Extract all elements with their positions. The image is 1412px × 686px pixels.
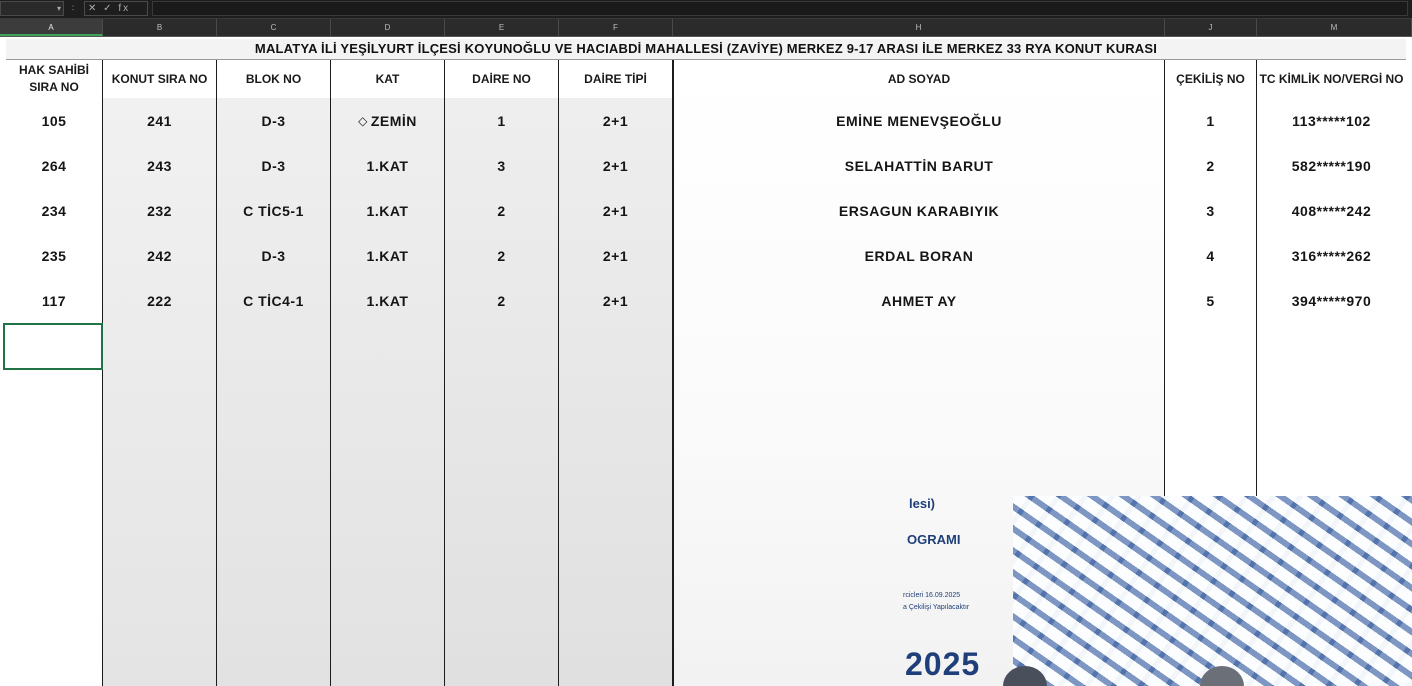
column-kat: [331, 60, 445, 686]
cell-tc[interactable]: 316*****262: [1291, 247, 1372, 264]
overlay-text-4: a Çekilişi Yapılacaktır: [903, 604, 970, 611]
header-daire-no: DAİRE NO: [445, 60, 558, 98]
cell-cekilis[interactable]: 2: [1206, 157, 1215, 174]
cell-daire-tipi[interactable]: 2+1: [602, 157, 629, 174]
cell-cekilis[interactable]: 3: [1206, 202, 1215, 219]
cell-tc[interactable]: 394*****970: [1291, 292, 1372, 309]
cell-konut-sira[interactable]: 232: [147, 202, 172, 219]
column-header-c[interactable]: C: [217, 19, 331, 36]
column-daire-tipi: [559, 60, 673, 686]
column-daire-no: [445, 60, 559, 686]
cell-blok[interactable]: D-3: [261, 247, 286, 264]
formula-tools[interactable]: ✕ ✓ fx: [84, 1, 148, 16]
overlay-text-3: rcicleri 16.09.2025: [903, 592, 961, 599]
overlay-text-2: OGRAMI: [907, 532, 961, 547]
cell-tc[interactable]: 408*****242: [1291, 202, 1372, 219]
column-header-j[interactable]: J: [1165, 19, 1257, 36]
cell-konut-sira[interactable]: 241: [147, 112, 172, 129]
cell-blok[interactable]: D-3: [261, 112, 286, 129]
cell-hak-sahibi[interactable]: 105: [41, 112, 67, 129]
formula-bar: [0, 0, 1412, 19]
cell-daire-tipi[interactable]: 2+1: [602, 292, 629, 309]
column-konut-sira: [103, 60, 217, 686]
cell-ad-soyad[interactable]: SELAHATTİN BARUT: [844, 157, 994, 174]
cell-cekilis[interactable]: 4: [1206, 247, 1215, 264]
column-header-m[interactable]: M: [1257, 19, 1412, 36]
header-cekilis: ÇEKİLİŞ NO: [1165, 60, 1256, 98]
cell-konut-sira[interactable]: 242: [147, 247, 172, 264]
cell-cekilis[interactable]: 5: [1206, 292, 1215, 309]
cell-hak-sahibi[interactable]: 234: [41, 202, 67, 219]
cell-tc[interactable]: 113*****102: [1292, 112, 1371, 129]
cell-tc[interactable]: 582*****190: [1291, 157, 1372, 174]
header-blok: BLOK NO: [217, 60, 330, 98]
cell-daire-tipi[interactable]: 2+1: [602, 247, 629, 264]
cell-blok[interactable]: D-3: [261, 157, 286, 174]
cell-kat-value: ZEMİN: [370, 112, 417, 129]
cell-kat[interactable]: [331, 98, 444, 143]
column-header-b[interactable]: B: [103, 19, 217, 36]
cell-blok[interactable]: C TİC4-1: [243, 292, 304, 309]
cell-ad-soyad[interactable]: ERSAGUN KARABIYIK: [838, 202, 1000, 219]
cell-ad-soyad[interactable]: ERDAL BORAN: [864, 247, 974, 264]
cell-kat[interactable]: 1.KAT: [366, 202, 409, 219]
video-overlay: [895, 496, 1412, 686]
column-header-h[interactable]: H: [673, 19, 1165, 36]
column-blok: [217, 60, 331, 686]
cell-kat[interactable]: 1.KAT: [366, 157, 409, 174]
column-header-row: [0, 19, 1412, 37]
cell-cekilis[interactable]: 1: [1206, 112, 1215, 129]
selected-cell[interactable]: [3, 323, 103, 370]
overlay-year: 2025: [905, 646, 981, 682]
header-konut-sira: KONUT SIRA NO: [103, 60, 216, 98]
city-map-image: [1013, 496, 1412, 686]
cell-kat[interactable]: 1.KAT: [366, 292, 409, 309]
header-ad-soyad: AD SOYAD: [674, 60, 1164, 98]
cell-daire-tipi[interactable]: 2+1: [602, 202, 629, 219]
cell-daire-no[interactable]: 2: [497, 247, 506, 264]
cell-konut-sira[interactable]: 222: [147, 292, 172, 309]
cell-konut-sira[interactable]: 243: [147, 157, 172, 174]
overlay-text-1: lesi): [909, 496, 936, 511]
sheet-title: MALATYA İLİ YEŞİLYURT İLÇESİ KOYUNOĞLU VE HACIABDİ MAHALLESİ (ZAVİYE) MERKEZ 9-17 ARASI İLE MERKEZ 33 RYA KONUT KURASI: [6, 39, 1406, 60]
formula-bar-separator: ∶: [72, 3, 75, 13]
cell-hak-sahibi[interactable]: 117: [41, 292, 67, 309]
column-header-e[interactable]: E: [445, 19, 559, 36]
header-tc: TC KİMLİK NO/VERGİ NO: [1257, 60, 1406, 98]
cell-ad-soyad[interactable]: AHMET AY: [881, 292, 957, 309]
column-header-f[interactable]: F: [559, 19, 673, 36]
column-hak-sahibi: [0, 60, 103, 686]
header-daire-tipi: DAİRE TİPİ: [559, 60, 672, 98]
formula-input[interactable]: [152, 1, 1408, 16]
cell-kat[interactable]: 1.KAT: [366, 247, 409, 264]
column-header-d[interactable]: D: [331, 19, 445, 36]
cell-hak-sahibi[interactable]: 235: [41, 247, 67, 264]
cell-daire-no[interactable]: 2: [497, 292, 506, 309]
header-kat: KAT: [331, 60, 444, 98]
chevron-down-icon[interactable]: ▾: [56, 4, 61, 13]
cell-daire-no[interactable]: 2: [497, 202, 506, 219]
cursor-icon: ◇: [358, 113, 368, 128]
cell-daire-no[interactable]: 3: [497, 157, 506, 174]
cell-daire-no[interactable]: 1: [497, 112, 506, 129]
name-box[interactable]: [0, 1, 64, 16]
column-header-a[interactable]: A: [0, 19, 103, 36]
cell-ad-soyad[interactable]: EMİNE MENEVŞEOĞLU: [836, 112, 1002, 129]
cell-hak-sahibi[interactable]: 264: [41, 157, 67, 174]
cell-daire-tipi[interactable]: 2+1: [602, 112, 629, 129]
cell-blok[interactable]: C TİC5-1: [243, 202, 304, 219]
header-hak-sahibi: HAK SAHİBİ SIRA NO: [6, 60, 102, 98]
